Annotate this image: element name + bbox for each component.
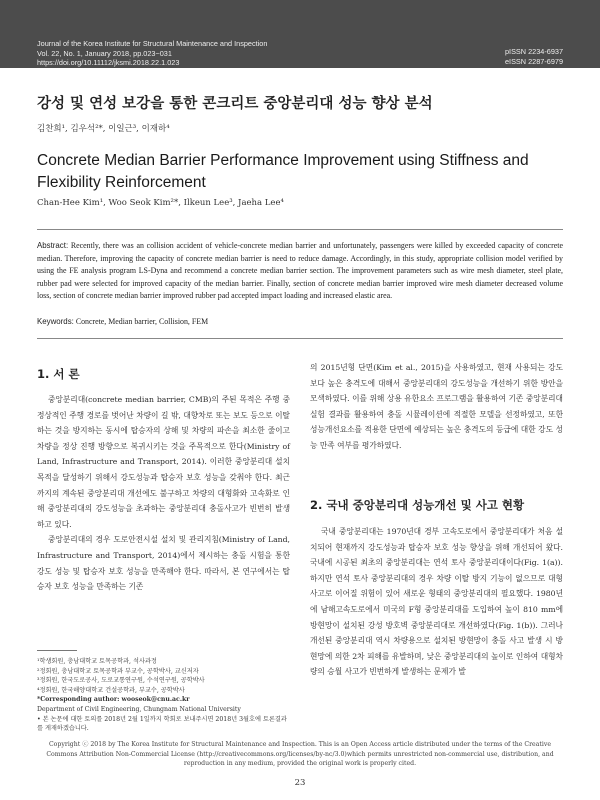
pissn: pISSN 2234-6937 xyxy=(504,47,563,56)
journal-info xyxy=(37,39,267,68)
footnote: ²정회원, 충남대학교 토목공학과 부교수, 공학박사, 교신저자 xyxy=(37,667,199,675)
keywords-text: Concrete, Median barrier, Collision, FEM xyxy=(73,317,209,326)
right-column-continued xyxy=(310,524,563,680)
abstract-text: Recently, there was an collision accident of vehicle-concrete median barrier and unfortunately, passengers were killed by exceeded capacity of concrete median. Therefore, improving the capacity of concrete median barrier is need to reduce damage. Accordingly, in this study, appropriate collision model verified by using the FE analysis program LS-Dyna and recommend a concrete median barrier section. The improvement parameters such as wire mesh diameter, steel plate, rubber pad were selected for improved capacity of the median barrier. Finally, section of concrete median barrier improved wire mesh diameter decreased volume loss, section of concrete median barrier improved rubber pad accepted impact loading and increased elastic area. xyxy=(37,241,563,301)
body-paragraph: 국내 중앙분리대는 1970년대 경부 고속도로에서 중앙분리대가 처음 설치되어 현재까지 강도성능과 탑승자 보호 성능 향상을 위해 개선되어 왔다. 국내에 시공된 최초의 중앙분리대는 연석 토사 중앙분리대이다(Fig. 1(a)). 하지만 연석 토사 중앙분리대의 경우 차량 이탈 방지 기능이 없으므로 대형 사고로 이어질 위험이 있어 새로운 형태의 중앙분리대의 필요했다. 1980년에 남해고속도로에서 미국의 F형 중앙분리대를 도입하여 높이 810 mm에 방현망이 설치된 강성 방호벽 중앙분리대로 개선하였다(Fig. 1(b)). 그러나 개선된 중앙분리대 역시 차량용으로 설치된 방현망이 충돌 사고 발생 시 방현망에 의한 2차 피해를 유발하며, 낮은 중앙분리대의 높이로 인하여 대형차량의 승월 사고가 빈번하게 발생하는 문제가 발 xyxy=(310,527,563,677)
korean-title: 강성 및 연성 보강을 통한 콘크리트 중앙분리대 성능 향상 분석 xyxy=(37,96,433,112)
abstract xyxy=(37,240,563,303)
footnotes xyxy=(37,657,290,734)
footnote: ¹학생회원, 충남대학교 토목공학과, 석사과정 xyxy=(37,658,157,665)
copyright-notice: Copyright ⓒ 2018 by The Korea Institute for Structural Maintenance and Inspection. This is an Open Access article distributed under the terms of the Creative Commons Attribution Non-Commercial License (http://creativecommons.org/licenses/by-nc/3.0)which permits unrestricted non-commercial use, distribution, and reproduction in any medium, provided the original work is properly cited. xyxy=(46,741,554,768)
keywords-label: Keywords: xyxy=(37,317,74,326)
divider-bottom xyxy=(37,338,563,339)
footnote-rule xyxy=(37,650,77,651)
korean-authors: 김찬희¹, 김우석²*, 이일근³, 이재하⁴ xyxy=(37,124,170,134)
body-paragraph: 중앙분리대(concrete median barrier, CMB)의 주된 목적은 주행 중 정상적인 주행 경로를 벗어난 차량이 길 밖, 대향차로 또는 보도 등으로 이탈하는 것을 방지하는 동시에 탑승자의 상해 및 차량의 파손을 최소한 줄이고 차량을 정상 진행 방향으로 복귀시키는 것을 주목적으로 한다(Ministry of Land, Infrastructure and Transport, 2014). 이러한 중앙분리대 설치 목적을 달성하기 위해서 강도성능과 탑승자 보호 성능을 갖춰야 한다. 최근까지의 계속된 중앙분리대 개선에도 불구하고 차량의 대형화와 고속화로 인해 중앙분리대의 강도성능을 초과하는 중앙분리대 충돌사고가 빈번히 발생하고 있다. xyxy=(37,395,290,529)
footnote-corresponding: *Corresponding author: wooseok@cnu.ac.kr xyxy=(37,696,190,704)
footnote: Department of Civil Engineering, Chungnam National University xyxy=(37,705,241,713)
section-heading-introduction: 1. 서 론 xyxy=(37,367,80,381)
doi-link[interactable]: https://doi.org/10.11112/jksmi.2018.22.1.023 xyxy=(37,58,180,67)
english-title: Concrete Median Barrier Performance Improvement using Stiffness and Flexibility Reinforcement xyxy=(37,152,529,191)
eissn: eISSN 2287-6979 xyxy=(504,56,563,66)
right-column xyxy=(310,360,563,454)
body-paragraph: 중앙분리대의 경우 도로안전시설 설치 및 관리지침(Ministry of Land, Infrastructure and Transport, 2014)에서 제시하는 충돌 시험을 통한 강도 성능 및 탑승자 보호 성능을 만족해야 한다. 따라서, 본 연구에서는 탑승자 보호 성능을 만족하는 기존 xyxy=(37,535,290,592)
journal-volume: Vol. 22, No. 1, January 2018, pp.023~031 xyxy=(37,48,172,58)
page-number: 23 xyxy=(294,778,306,788)
footnote-discussion: • 본 논문에 대한 토의를 2018년 2월 1일까지 학회로 보내주시면 2018년 3월호에 토론결과를 게재하겠습니다. xyxy=(37,715,287,733)
body-paragraph: 의 2015년형 단면(Kim et al., 2015)을 사용하였고, 현재 사용되는 강도보다 높은 충격도에 대해서 중앙분리대의 강도성능을 개선하기 위한 방안을 모색하였다. 이를 위해 상용 유한요소 프로그램을 활용하여 기존 중앙분리대 실험 결과를 활용하여 충돌 시뮬레이션에 적절한 모델을 선정하였고, 또한 성능개선요소를 적용한 단면에 예상되는 높은 충격도의 등급에 대한 강도 성능 만족 여부를 평가하였다. xyxy=(310,363,563,450)
journal-header xyxy=(0,0,600,68)
footnote: ³정회원, 한국도로공사, 도로교통연구원, 수석연구원, 공학박사 xyxy=(37,677,205,685)
abstract-label: Abstract: xyxy=(37,241,69,250)
left-column xyxy=(37,392,290,595)
footnote: ⁴정회원, 한국해양대학교 건설공학과, 부교수, 공학박사 xyxy=(37,686,185,694)
journal-name: Journal of the Korea Institute for Structural Maintenance and Inspection xyxy=(37,39,268,48)
issn-info xyxy=(505,47,563,66)
divider-top xyxy=(37,229,563,230)
english-authors: Chan-Hee Kim¹, Woo Seok Kim²*, Ilkeun Lee³, Jaeha Lee⁴ xyxy=(37,198,284,208)
section-heading-status: 2. 국내 중앙분리대 성능개선 및 사고 현황 xyxy=(310,498,525,512)
keywords xyxy=(37,317,208,326)
